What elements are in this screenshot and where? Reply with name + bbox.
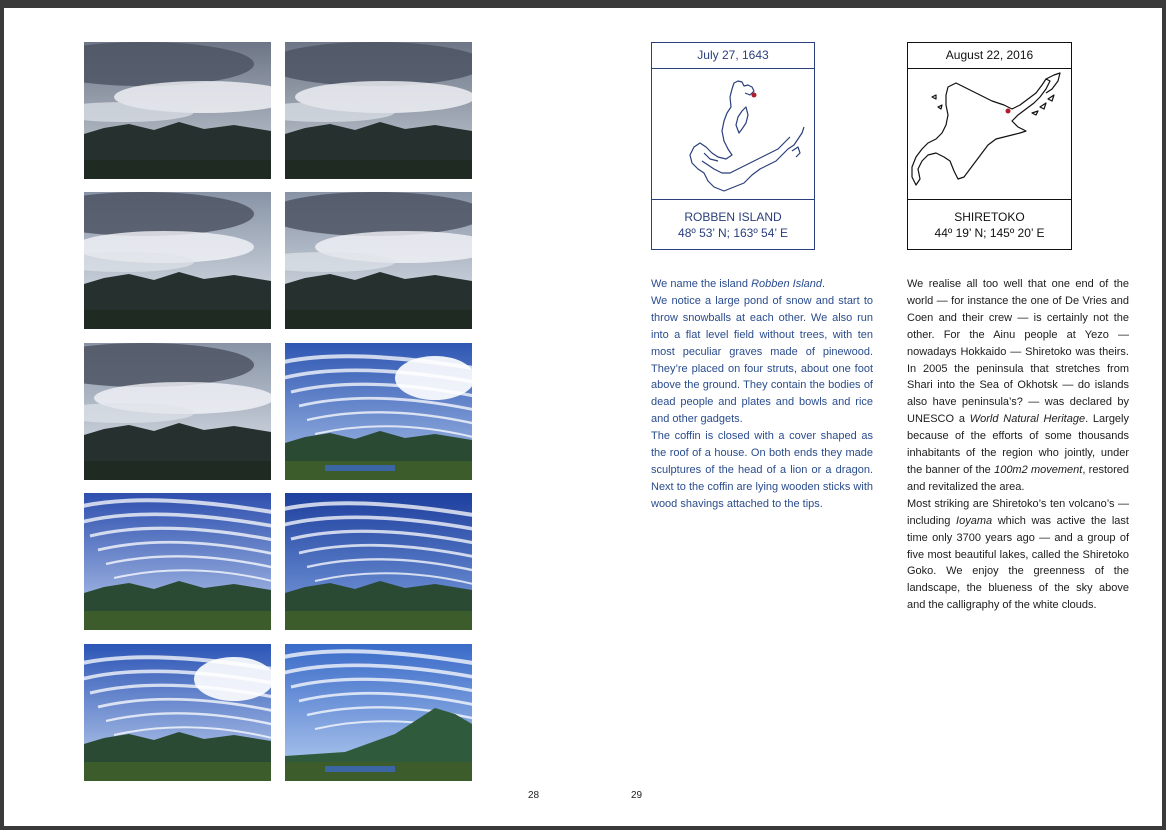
landscape-photo — [285, 192, 472, 329]
coastline-map-icon — [652, 69, 814, 199]
card-coords: 44º 19’ N; 145º 20’ E — [934, 226, 1045, 240]
card-caption — [652, 199, 814, 250]
card-coords: 48º 53’ N; 163º 54’ E — [678, 226, 788, 240]
landscape-photo — [285, 343, 472, 480]
card-date: August 22, 2016 — [908, 43, 1071, 69]
landscape-photo — [285, 493, 472, 630]
card-caption — [908, 199, 1071, 250]
text-run: , restored and revitalized the area. — [907, 463, 1130, 493]
right-page-number: 29 — [631, 790, 643, 801]
landscape-photo — [84, 42, 271, 179]
robben-island-text — [651, 276, 873, 513]
card-date: July 27, 1643 — [652, 43, 814, 69]
text-run: . Largely because of the efforts of some thousands inhabitants of the region who jointly, under the banner of the — [907, 413, 1129, 476]
paragraph — [907, 276, 1129, 496]
paragraph: The coffin is closed with a cover shaped as the roof of a house. On both ends they made sculptures of the head of a lion or a dragon. Next to the coffin are lying wooden sticks with wood shavings attached to the tips. — [651, 430, 873, 510]
text-run-italic: 100m2 movement — [994, 463, 1083, 476]
text-run: We name the island — [651, 278, 752, 290]
text-run-italic: World Natural Heritage — [969, 413, 1086, 426]
robben-island-card — [651, 42, 815, 250]
landscape-photo — [84, 192, 271, 329]
landscape-photo — [84, 343, 271, 480]
text-run: . — [822, 278, 826, 290]
shiretoko-text — [907, 276, 1129, 614]
left-page-number: 28 — [528, 790, 540, 801]
book-spread — [4, 8, 1162, 826]
landscape-photo — [84, 644, 271, 781]
photo-grid — [84, 42, 472, 782]
paragraph: We notice a large pond of snow and start to throw snowballs at each other. We also run into a flat level field without trees, with ten most peculiar graves made of pinewood. They’re placed on four struts, about one foot above the ground. They contain the bodies of dead people and plates and bowls and rice and other gadgets. — [651, 294, 873, 426]
text-run: which was active the last time only 3700 years ago — and a group of five most beautiful lakes, called the Shiretoko Goko. We enjoy the greenness of the landscape, the blueness of the sky above and the calligraphy of the white clouds. — [907, 514, 1129, 612]
text-run-italic: Robben Island — [751, 278, 823, 290]
text-run-italic: Ioyama — [956, 514, 993, 527]
landscape-photo — [285, 42, 472, 179]
text-run: Most striking are Shiretoko’s ten volcano’s — including — [907, 497, 1129, 527]
robben-island-map — [652, 69, 814, 199]
card-place: ROBBEN ISLAND — [684, 210, 782, 224]
text-run: We realise all too well that one end of the world — for instance the one of De Vries and Coen and their crew — is certainly not the other. For the Ainu people at Yezo — nowadays Hokkaido — Shiretoko was theirs. In 2005 the peninsula that stretches from Shari into the Sea of Okhotsk — do islands also have peninsula’s? — was declared by UNESCO a — [907, 278, 1129, 426]
landscape-photo — [84, 493, 271, 630]
card-place: SHIRETOKO — [954, 210, 1025, 224]
paragraph — [907, 496, 1129, 614]
landscape-photo — [285, 644, 472, 781]
shiretoko-card — [907, 42, 1072, 250]
hokkaido-map — [908, 69, 1071, 199]
hokkaido-outline-icon — [908, 69, 1071, 199]
paragraph — [651, 276, 873, 293]
